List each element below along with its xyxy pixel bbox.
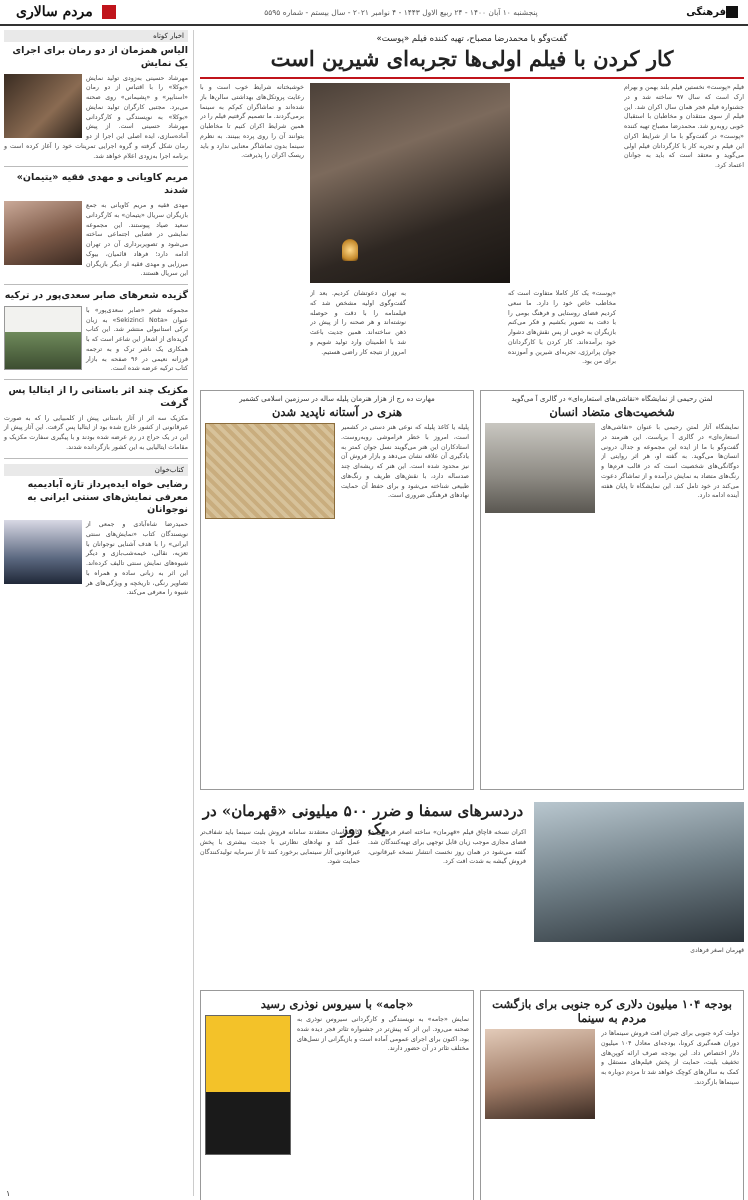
page-number: ۱: [6, 1189, 11, 1198]
cinema-headline: دردسرهای سمفا و ضرر ۵۰۰ میلیونی «قهرمان» در یک روز: [202, 802, 524, 838]
sidebar-body: مکزیک سه اثر از آثار باستانی پیش از کلمبیایی را که به صورت غیرقانونی از کشور خارج شده بود از ایتالیا پس گرفت. این آثار پیش از این در یک حراج در رم عرضه شده بودند و با پیگیری سفارت مکزیک و مقامات ایتالیایی به این کشور بازگردانده شدند.: [4, 414, 188, 451]
headline-rule: [200, 77, 744, 79]
carpet-article: [200, 390, 474, 790]
sidebar-body: مجموعه شعر «صابر سعدی‌پور» با عنوان «Sekizinci Nota» به زبان ترکی استانبولی منتشر شد. این کتاب گزیده‌ای از اشعار این شاعر است که با همکاری یک ناشر ترک و به ترجمه فرزانه نعیمی در ۹۶ صفحه به بازار کتاب ترکیه عرضه شده است.: [86, 306, 189, 373]
lead-kicker: گفت‌وگو با محمدرضا مصباح، تهیه کننده فیلم «پوست»: [376, 34, 568, 44]
sidebar-item: [4, 385, 188, 453]
carpet-body: پلیله یا کاغذ پلیله که نوعی هنر دستی در کشمیر است، امروز با خطر فراموشی روبه‌روست. استادکاران این هنر می‌گویند نسل جوان کمتر به یادگیری آن علاقه نشان می‌دهد و بازار فروش آن نیز محدود شده است. این هنر که ریشه‌ای چند صدساله دارد، با نقش‌های ظریف و رنگ‌های طبیعی شناخته می‌شود و برای حفظ آن حمایت نهادهای فرهنگی ضروری است.: [341, 424, 469, 500]
lead-column: خوشبختانه شرایط خوب است و با رعایت پروتکل‌های بهداشتی سالن‌ها باز شده‌اند و تماشاگران کم‌کم به سینما برمی‌گردند. ما تصمیم گرفتیم فیلم را در همین شرایط اکران کنیم تا مخاطبان بتوانند آن را روی پرده ببینند. به نظرم سینما بدون تماشاگر معنایی ندارد و باید ریسک اکران را پذیرفت.: [200, 84, 304, 160]
sidebar-tag: اخبار کوتاه: [4, 30, 188, 42]
cinema-article: [200, 802, 744, 982]
lead-headline: کار کردن با فیلم اولی‌ها تجربه‌ای شیرین است: [270, 46, 674, 71]
poster-photo: [205, 1015, 291, 1155]
poster-body: نمایش «جامه» به نویسندگی و کارگردانی سیروس نوذری به صحنه می‌رود. این اثر که پیش‌تر در جشنواره تئاتر فجر دیده شده بود، اکنون برای اجرای عمومی آماده است و بازیگرانی از نسل‌های مختلف تئاتر در آن حضور دارند.: [297, 1016, 469, 1053]
sidebar-headline: الیاس همزمان از دو رمان برای اجرای یک نمایش: [12, 45, 188, 69]
sidebar-body: مهدی فقیه و مریم کاویانی به جمع بازیگران سریال «یتیمان» به کارگردانی سعید صیاد پیوستند. این مجموعه نمایشی در فضایی اجتماعی ساخته می‌شود و تصویربرداری آن در تهران ادامه دارد؛ فرهاد قائمیان، بیوک میرزایی و مهدی فقیه از دیگر بازیگران این سریال هستند.: [86, 202, 188, 278]
cinema-photo: [534, 802, 744, 942]
sidebar-body: حمیدرضا شاه‌آبادی و جمعی از نویسندگان کتاب «نمایش‌های سنتی ایرانی» را با هدف آشنایی نوجوانان با تعزیه، نقالی، خیمه‌شب‌بازی و دیگر شیوه‌های نمایش سنتی تالیف کرده‌اند. این اثر به زبانی ساده و همراه با تصاویر رنگی، تاریخچه و ویژگی‌های هر شیوه را معرفی می‌کند.: [86, 521, 188, 597]
cinema-caption: قهرمان اصغر فرهادی: [690, 947, 744, 954]
carpet-photo: [205, 423, 335, 519]
book-cover-photo: [4, 306, 82, 370]
cinema-body: کارشناسان معتقدند سامانه فروش بلیت سینما باید شفاف‌تر عمل کند و نهادهای نظارتی با جدیت بیشتری با پخش غیرقانونی آثار سینمایی برخورد کنند تا از سرمایه تولیدکنندگان حمایت شود.: [200, 829, 360, 866]
sidebar-photo: [4, 201, 82, 265]
sidebar-item: [4, 172, 188, 279]
sidebar-headline: مکزیک چند اثر باستانی را از ایتالیا پس گرفت: [8, 385, 188, 409]
lead-column: به تهران دعوتشان کردیم. بعد از گفت‌وگوی اولیه مشخص شد که فیلمنامه را با دقت و حوصله نوشته‌اند و هر صحنه را از پیش در ذهن ساخته‌اند. همین جدیت باعث شد با اطمینان وارد تولید شویم و امروز از نتیجه کار راضی هستیم.: [310, 290, 406, 356]
section-icon: [726, 6, 738, 18]
sidebar-headline: رضایی خواه ایده‌پرداز تازه آبادیمیه معرفی نمایش‌های سنتی ایرانی به نوجوانان: [27, 478, 188, 516]
divider: [4, 166, 188, 167]
carpet-headline: هنری در آستانه ناپدید شدن: [271, 405, 403, 419]
sidebar: [4, 30, 194, 1196]
korea-body: دولت کره جنوبی برای جبران افت فروش سینماها در دوران همه‌گیری کرونا، بودجه‌ای معادل ۱۰۴ میلیون دلار اختصاص داد. این بودجه صرف ارائه کوپن‌های تخفیف بلیت، حمایت از پخش فیلم‌های مستقل و کمک به سالن‌های کوچک خواهد شد تا مردم دوباره به سینماها بازگردند.: [601, 1030, 739, 1086]
carpet-kicker: مهارت ده رج از هزار هنرمان پلیله ساله در سرزمین اسلامی کشمیر: [239, 395, 435, 403]
sidebar-photo: [4, 74, 82, 138]
korea-article: [480, 990, 744, 1200]
cinema-body: اکران نسخه قاچاق فیلم «قهرمان» ساخته اصغر فرهادی در فضای مجازی موجب زیان قابل توجهی برای تهیه‌کنندگان شد. گفته می‌شود در همان روز نخست انتشار نسخه غیرقانونی، فروش گیشه به شدت افت کرد.: [368, 829, 526, 866]
korea-headline: بودجه ۱۰۴ میلیون دلاری کره جنوبی برای بازگشت مردم به سینما: [492, 997, 732, 1025]
gallery-kicker: لمتن رحیمی از نمایشگاه «نقاشی‌های استعاره‌ای» در گالری آ می‌گوید: [511, 395, 713, 403]
section-label: [686, 6, 742, 18]
sidebar-headline: گزیده شعرهای صابر سعدی‌پور در ترکیه: [4, 290, 188, 301]
sidebar-item: [4, 45, 188, 161]
korea-photo: [485, 1029, 595, 1119]
divider: [4, 284, 188, 285]
sidebar-headline: مریم کاویانی و مهدی فقیه «یتیمان» شدند: [16, 172, 188, 197]
lead-column: فیلم «پوست» نخستین فیلم بلند بهمن و بهرام ارک است که سال ۹۷ ساخته شد و در جشنواره فیلم فجر همان سال اکران شد. این فیلم از سوی منتقدان و مخاطبان با استقبال خوبی روبه‌رو شد. محمدرضا مصباح تهیه کننده «پوست» در گفت‌وگو با ما از شرایط اکران این فیلم و تجربه کار با کارگردانان فیلم اولی می‌گوید و معتقد است که باید به جوانان اعتماد کرد.: [624, 84, 744, 170]
gallery-article: [480, 390, 744, 790]
divider: [4, 458, 188, 459]
gallery-photo: [485, 423, 595, 513]
divider: [4, 379, 188, 380]
section-title: فرهنگی: [686, 6, 726, 18]
gallery-headline: شخصیت‌های متضاد انسان: [549, 405, 675, 419]
masthead: [0, 0, 748, 26]
poster-headline: «جامه» با سیروس نوذری رسید: [260, 997, 414, 1011]
lantern-icon: [342, 239, 358, 261]
sidebar-item: [4, 290, 188, 374]
sidebar-item: [4, 479, 188, 598]
lead-photo: [310, 83, 510, 283]
sidebar-tag: کتاب‌خوان: [4, 464, 188, 476]
brand-name: مردم سالاری: [16, 4, 93, 20]
main-content: [200, 30, 744, 1086]
brand-mark-icon: [102, 5, 116, 19]
issue-line: پنجشنبه ۱۰ آبان ۱۴۰۰ - ۲۴ ربیع الاول ۱۴۴۳ - ۴ نوامبر ۲۰۲۱ - سال بیستم - شماره ۵۵۹۵: [264, 7, 538, 17]
lead-column: «پوست» یک کار کاملا متفاوت است که مخاطب خاص خود را دارد. ما سعی کردیم فضای روستایی و فرهنگ بومی را با دقت به تصویر بکشیم و فکر می‌کنم بازیگران به خوبی از پس نقش‌های دشوار خود برآمده‌اند. کار کردن با کارگردانان جوان پرانرژی، تجربه‌ای شیرین و آموزنده برای من بود.: [508, 290, 616, 366]
brand-logo: [16, 4, 116, 20]
poster-article: [200, 990, 474, 1200]
lead-article: [200, 83, 744, 383]
sidebar-photo: [4, 520, 82, 584]
sidebar-body: مهرشاد حسینی به‌زودی تولید نمایش «بوکلا» را با اقتباس از دو رمان «اسنایپر» و «پشیمانی» روی صحنه می‌برد. مجتبی کارگران تولید نمایش «بوکلا» به نویسندگی و کارگردانی مهرشاد حسینی است. از پیش آماده‌سازی، ایده اصلی این اجرا از دو رمان شکل گرفته و گروه اجرایی تمرینات خود را آغاز کرده است و برنامه اجرا به‌زودی اعلام خواهد شد.: [4, 74, 188, 160]
gallery-body: نمایشگاه آثار لمتن رحیمی با عنوان «نقاشی‌های استعاره‌ای» در گالری آ برپاست. این هنرمند در گفت‌وگو با ما از ایده این مجموعه و جدال درونی انسان‌ها می‌گوید. به گفته او، هر اثر روایتی از دوگانگی‌های شخصیت است که در قالب فرم‌ها و رنگ‌های متضاد به نمایش درآمده و از تماشاگر دعوت می‌کند در خود تامل کند. این نمایشگاه تا پایان هفته آینده ادامه دارد.: [601, 424, 739, 500]
